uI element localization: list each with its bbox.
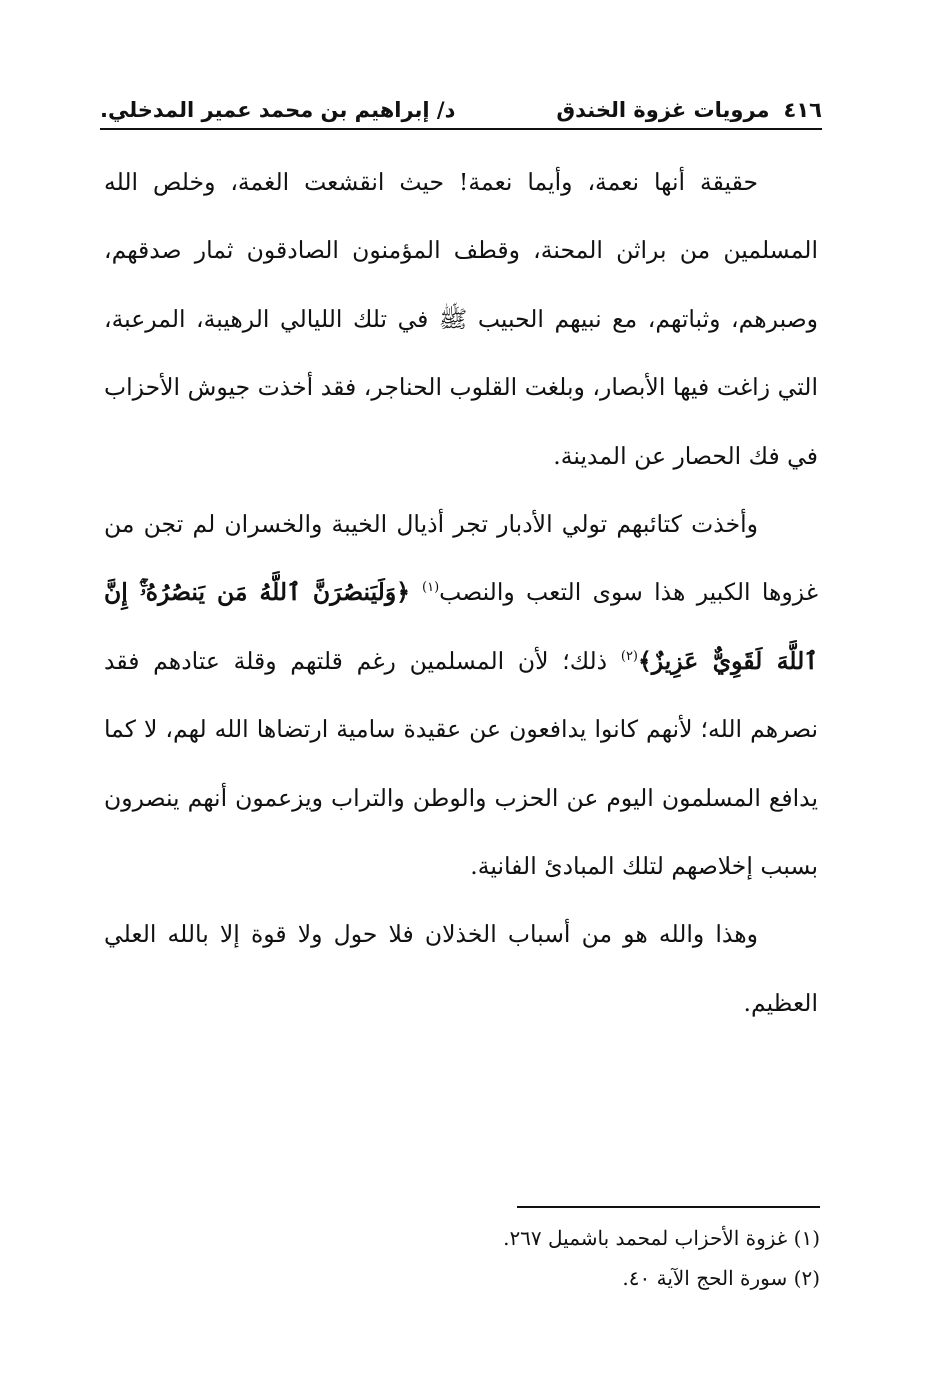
footnote-2: (٢) سورة الحج الآية ٤٠. <box>622 1266 820 1290</box>
page-number: ٤١٦ <box>783 98 822 122</box>
paragraph-3: وهذا والله هو من أسباب الخذلان فلا حول ولا قوة إلا بالله العلي العظيم. <box>104 920 818 1017</box>
footnote-rule <box>517 1206 820 1208</box>
paragraph-2 <box>104 490 818 900</box>
author-name: د/ إبراهيم بن محمد عمير المدخلي. <box>100 98 456 122</box>
footnote-1: (١) غزوة الأحزاب لمحمد باشميل ٢٦٧. <box>503 1226 820 1250</box>
paragraph-2-text-a: وأخذت كتائبهم تولي الأدبار تجر أذيال الخيبة والخسران لم تجن من غزوها الكبير هذا سوى التعب والنصب <box>104 510 818 607</box>
paragraph-1: حقيقة أنها نعمة، وأيما نعمة! حيث انقشعت الغمة، وخلص الله المسلمين من براثن المحنة، وقطف المؤمنون الصادقون ثمار صدقهم، وصبرهم، وثباتهم، مع نبيهم الحبيب ﷺ في تلك الليالي الرهيبة، المرعبة، التي زاغت فيها الأبصار، وبلغت القلوب الحناجر، فقد أخذت جيوش الأحزاب في فك الحصار عن المدينة. <box>104 168 818 470</box>
quran-brace-open: ﴿ <box>396 578 422 607</box>
footnote-ref-1: (١) <box>422 580 440 596</box>
main-text <box>104 148 818 1037</box>
header-rule <box>100 128 822 130</box>
quran-brace-close: ﴾ <box>638 646 652 675</box>
header-title-group <box>556 98 822 122</box>
quran-verse: وَلَيَنصُرَنَّ ٱللَّهُ مَن يَنصُرُهُۥٓۚ إِنَّ ٱللَّهَ لَقَوِيٌّ عَزِيزٌ <box>104 578 819 675</box>
paragraph-2-text-b: ذلك؛ لأن المسلمين رغم قلتهم وقلة عتادهم فقد نصرهم الله؛ لأنهم كانوا يدافعون عن عقيدة سامية ارتضاها الله لهم، لا كما يدافع المسلمون اليوم عن الحزب والوطن والتراب ويزعمون أنهم ينصرون بسبب إخلاصهم لتلك المبادئ الفانية. <box>104 646 818 881</box>
footnote-ref-2: (٢) <box>620 649 638 665</box>
book-title: مرويات غزوة الخندق <box>556 98 770 122</box>
running-header <box>100 92 822 130</box>
footnotes <box>300 1218 820 1298</box>
